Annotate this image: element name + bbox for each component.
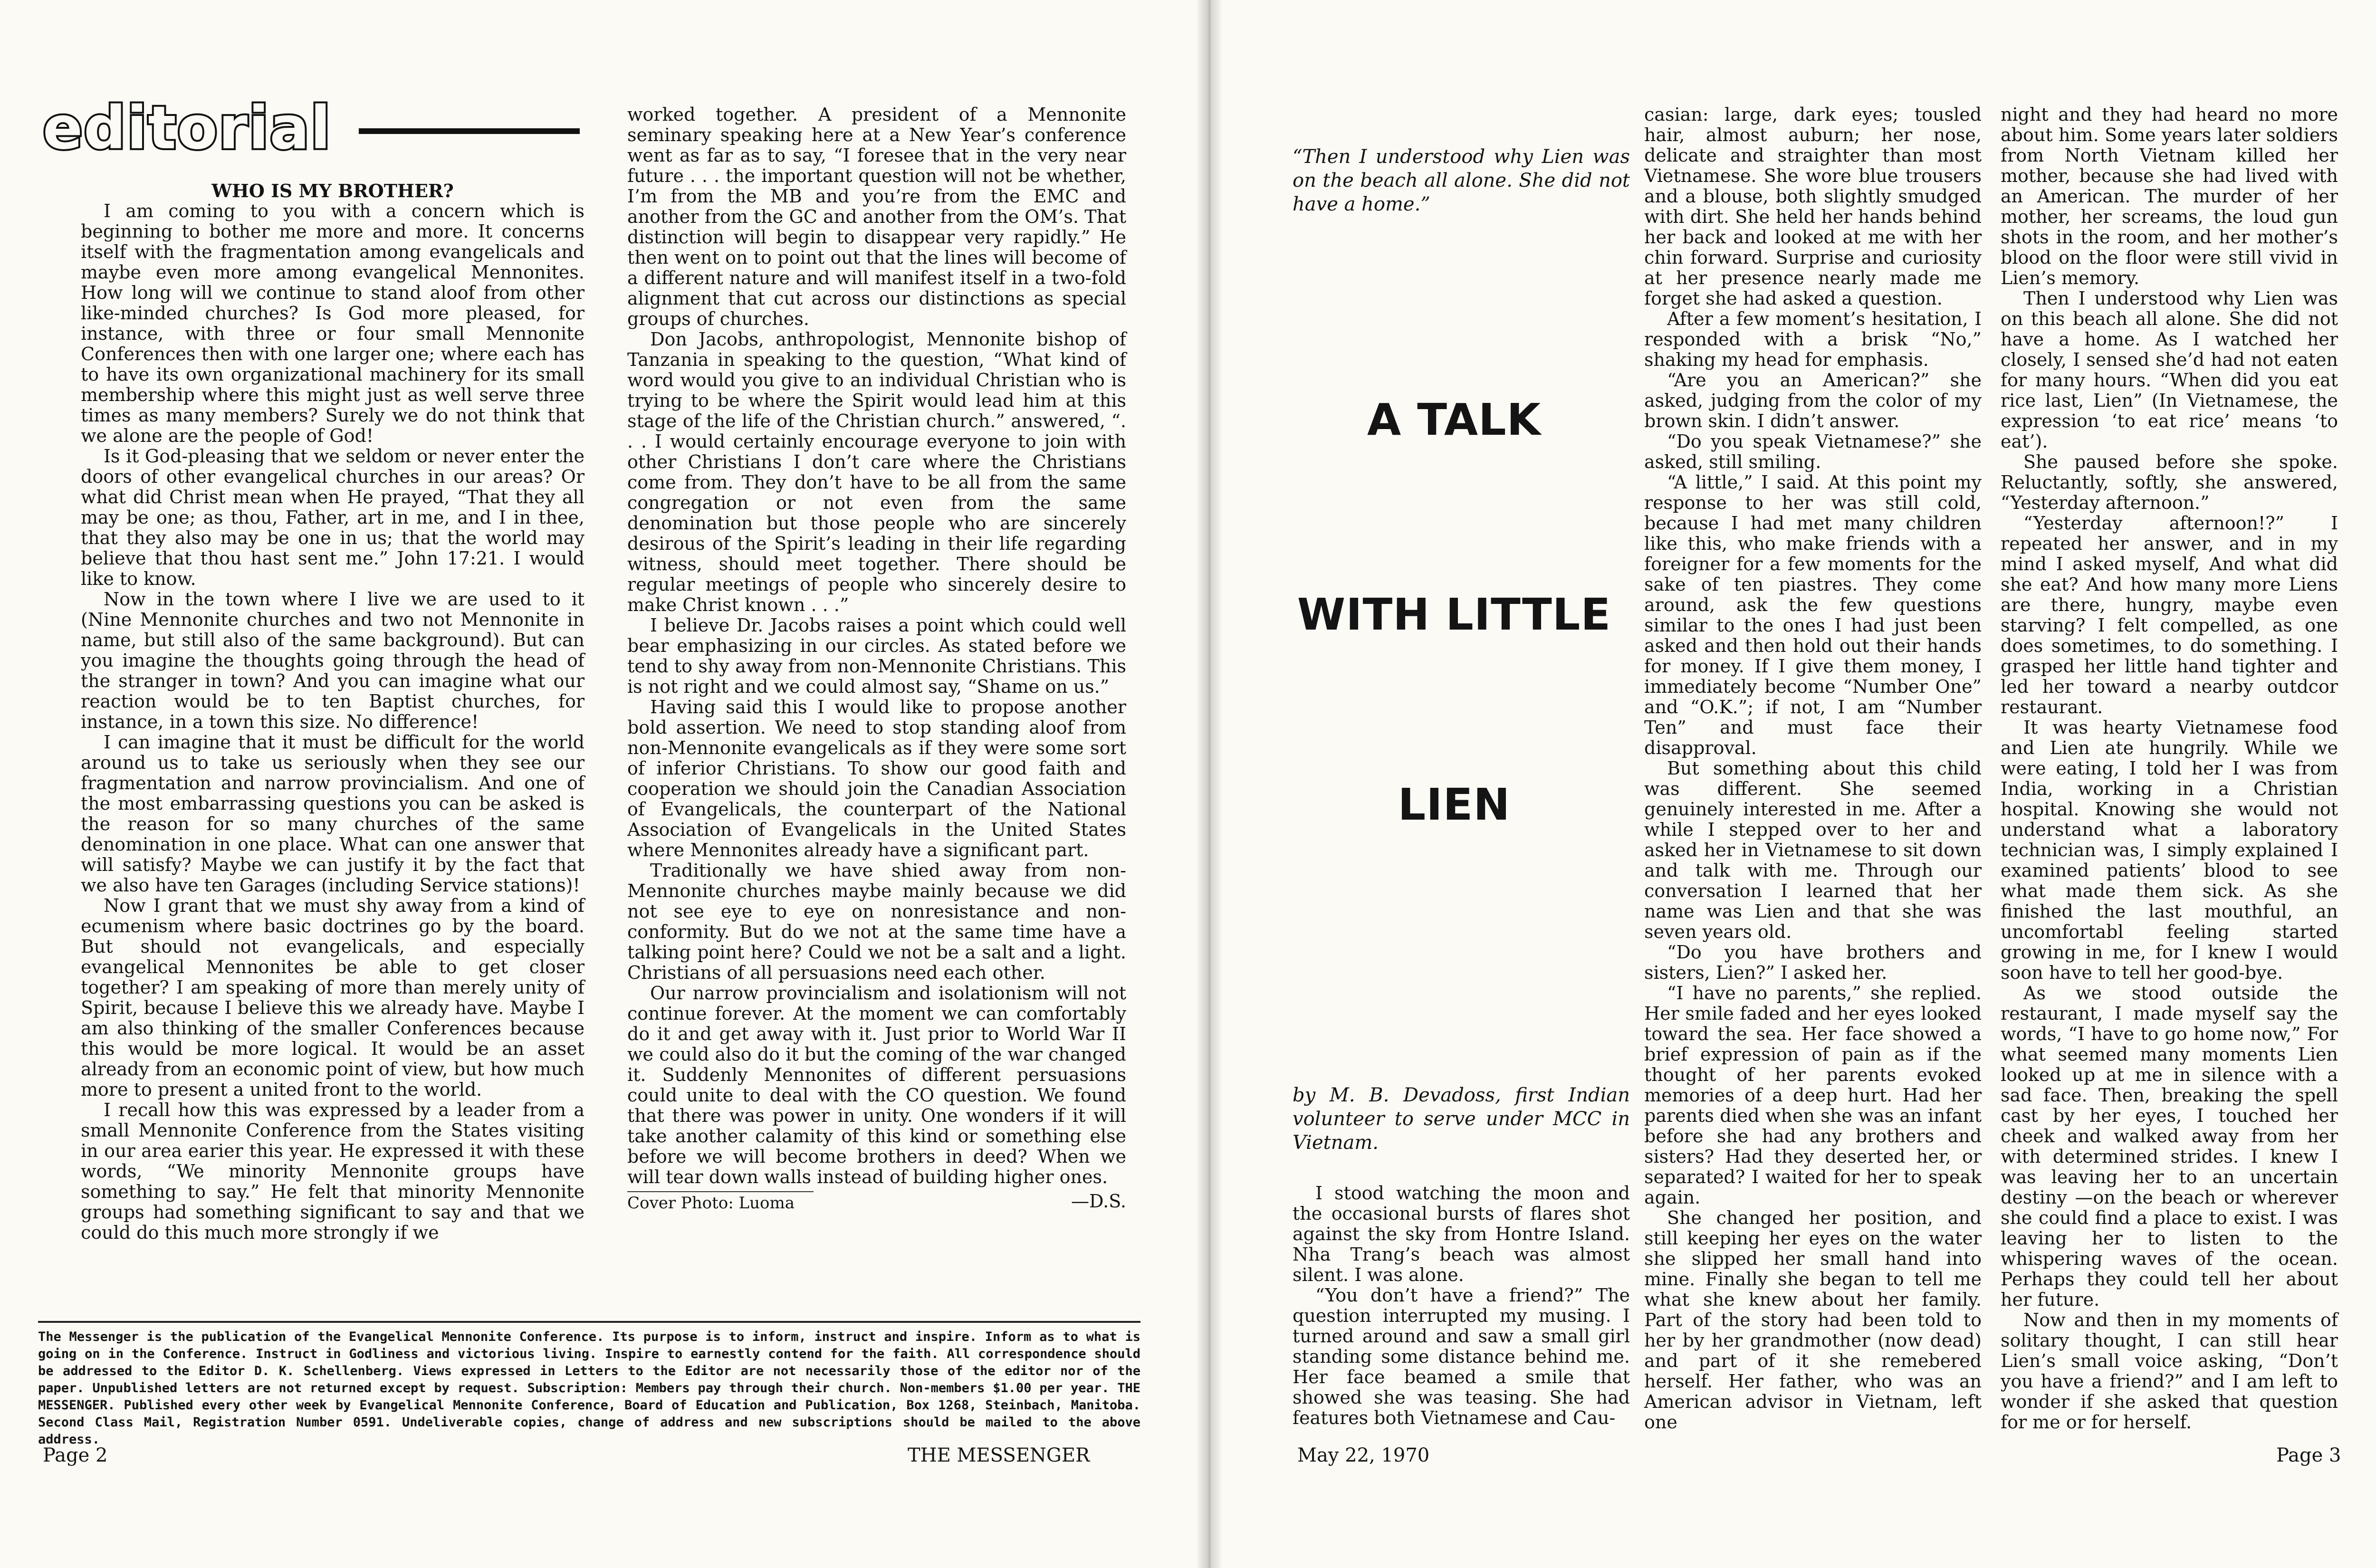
- editorial-paragraph: I believe Dr. Jacobs raises a point which could well bear emphasizing in our circles. As stated before we tend to shy away from non-Mennonite Christians. This is not right and we could almost say, “Shame on us.”: [627, 615, 1126, 697]
- article-paragraph: “Do you speak Vietnamese?” she asked, still smiling.: [1644, 431, 1982, 472]
- headline-line-2: WITH LITTLE: [1297, 589, 1611, 640]
- editorial-paragraph: worked together. A president of a Mennonite seminary speaking here at a New Year’s conference went as far as to say, “I foresee that in the very near future . . . the important question will not be whether, I’m from the MB and you’re from the EMC and another from the GC and another from the OM’s. That distinction will begin to disappear very rapidly.” He then went on to point out that the lines will become of a different nature and will manifest itself in a two-fold alignment that cut across our distinctions as special groups of churches.: [627, 104, 1126, 329]
- editorial-paragraph: I am coming to you with a concern which is beginning to bother me more and more. It concerns itself with the fragmentation among evangelicals and maybe even more among evangelical Mennonites. How long will we continue to stand aloof from other like-minded churches? Is God more pleased, for instance, with three or four small Mennonite Conferences then with one larger one; where each has to have its own organizational machinery for its small membership where this might just as well serve three times as many members? Surely we do not think that we alone are the people of God!: [81, 201, 584, 446]
- page-number-right: Page 3: [2276, 1444, 2341, 1466]
- article-paragraph: casian: large, dark eyes; tousled hair, almost auburn; her nose, delicate and straighter than most Vietnamese. She wore blue trousers and a blouse, both slightly smudged with dirt. She held her hands behind her back and looked at me with her chin forward. Surprise and curiosity at her presence nearly made me forget she had asked a question.: [1644, 104, 1982, 309]
- article-paragraph: “You don’t have a friend?” The question interrupted my musing. I turned around and saw a small girl standing some distance behind me. Her face beamed a smile that showed she was teasing. She had features both Vietnamese and Cau-: [1293, 1285, 1630, 1428]
- book-gutter: [1198, 0, 1221, 1568]
- article-paragraph: She paused before she spoke. Reluctantly, softly, she answered, “Yesterday afternoon.”: [2001, 451, 2338, 513]
- article-byline: by M. B. Devadoss, first Indian volunteer to serve under MCC in Vietnam.: [1293, 1084, 1630, 1154]
- article-paragraph: As we stood outside the restaurant, I made myself say the words, “I have to go home now,” For what seemed many moments Lien looked up at me in silence with a sad face. Then, breaking the spell cast by her eyes, I touched her cheek and walked away from her with determined strides. I knew I was leaving her to an uncertain destiny —on the beach or wherever she could find a place to exist. I was leaving her to listen to the whispering waves of the ocean. Perhaps they could tell her about her future.: [2001, 983, 2338, 1310]
- issue-date: May 22, 1970: [1297, 1444, 1430, 1466]
- editorial-signature: —D.S.: [1071, 1191, 1126, 1212]
- masthead-publication-info: Published every other week by Evangelical Mennonite Conference, Board of Education and Publication, Box 1268, Steinbach, Manitoba. Second Class Mail, Registration Number 0591. Undeliverable copies, change of address and new subscriptions should be mailed to the above address.: [38, 1398, 1140, 1447]
- editorial-column-2: [627, 105, 1126, 1214]
- article-paragraph: “I have no parents,” she replied. Her smile faded and her eyes looked toward the sea. Her face showed a brief expression of pain as if the thought of her parents evoked memories of a deep hurt. Had her parents died when she was an infant before she had any brothers and sisters? Had they deserted her, or separated? I waited for her to speak again.: [1644, 983, 1982, 1208]
- article-column-3: [2001, 105, 2338, 1433]
- article-paragraph: Now and then in my moments of solitary thought, I can still hear Lien’s small voice asking, “Don’t you have a friend?” and I am left to wonder if she asked that question for me or for herself.: [2001, 1310, 2338, 1433]
- masthead-label: THE MESSENGER.: [38, 1381, 1140, 1413]
- article-paragraph: I stood watching the moon and the occasional bursts of flares shot against the sky from Hontre Island. Nha Trang’s beach was almost silent. I was alone.: [1293, 1183, 1630, 1285]
- headline-line-3: LIEN: [1398, 779, 1511, 830]
- editorial-title: editorial: [43, 94, 332, 163]
- editorial-subtitle: WHO IS MY BROTHER?: [211, 180, 454, 201]
- editorial-paragraph: Is it God-pleasing that we seldom or never enter the doors of other evangelical churches in our areas? Or what did Christ mean when He prayed, “That they all may be one; as thou, Father, art in me, and I in thee, that they also may be one in us; that the world may believe that thou hast sent me.” John 17:21. I would like to know.: [81, 446, 584, 589]
- editorial-paragraph: Now I grant that we must shy away from a kind of ecumenism where basic doctrines go by the board. But should not evangelicals, and especially evangelical Mennonites be able to get closer together? I am speaking of more than merely unity of Spirit, because I believe this we already have. Maybe I am also thinking of the smaller Conferences because this would be more logical. It would be an asset already from an economic point of view, but how much more to present a united front to the world.: [81, 895, 584, 1100]
- masthead-purpose: The Messenger is the publication of the Evangelical Mennonite Conference. Its purpose is to inform, instruct and inspire. Inform as to what is going on in the Conference. Instruct in Godliness and victorious living. Inspire to earnestly contend for the faith. All correspondence should be addressed to the Editor D. K. Schellenberg. Views expressed in Letters to the Editor are not necessarily those of the editor nor of the paper. Unpublished letters are not returned except by request. Subscription: Members pay through their church. Non-members $1.00 per year.: [38, 1329, 1140, 1396]
- editorial-signature-row: [627, 1191, 1126, 1214]
- article-paragraph: “A little,” I said. At this point my response to her was still cold, because I had met many children like this, who make friends with a foreigner for a few moments for the sake of ten piastres. They come around, ask the few questions similar to the ones I had just been asked and then hold out their hands for money. If I give them money, I immediately become “Number One” and “O.K.”; if not, I am “Number Ten” and must face their disapproval.: [1644, 472, 1982, 758]
- article-paragraph: She changed her position, and still keeping her eyes on the water she slipped her small hand into mine. Finally she began to tell me what she knew about her family. Part of the story had been told to her by her grandmother (now dead) and part of it she remebered herself. Her father, who was an American advisor in Vietnam, left one: [1644, 1207, 1982, 1433]
- cover-photo-credit: Cover Photo: Luoma: [627, 1191, 814, 1214]
- headline-line-1: A TALK: [1367, 394, 1541, 445]
- article-paragraph: Then I understood why Lien was on this beach all alone. She did not have a home. As I watched her closely, I sensed she’d had not eaten for many hours. “When did you eat rice last, Lien” (In Vietnamese, the expression ‘to eat rice’ means ‘to eat’).: [2001, 288, 2338, 452]
- paper-name-footer: THE MESSENGER: [908, 1444, 1090, 1466]
- editorial-paragraph: Having said this I would like to propose another bold assertion. We need to stop standing aloof from non-Mennonite evangelicals as if they were some sort of inferior Christians. To show our good faith and cooperation we should join the Canadian Association of Evangelicals, the counterpart of the National Association of Evangelicals in the United States where Mennonites already have a significant part.: [627, 697, 1126, 860]
- article-paragraph: “Do you have brothers and sisters, Lien?” I asked her.: [1644, 942, 1982, 983]
- editorial-column-1: [81, 181, 584, 1243]
- editorial-paragraph: Our narrow provincialism and isolationism will not continue forever. At the moment we can comfortably do it and get away with it. Just prior to World War II we could also do it but the coming of the war changed it. Suddenly Mennonites of different persuasions could unite to deal with the CO question. We found that there was power in unity. One wonders if it will take another calamity of this kind or something else before we will become brothers in deed? When we will tear down walls instead of building higher ones.: [627, 983, 1126, 1187]
- page-number-left: Page 2: [43, 1444, 108, 1466]
- editorial-paragraph: I recall how this was expressed by a leader from a small Mennonite Conference from the States visiting in our area earier this year. He expressed it with these words, “We minority Mennonite groups have something to say.” He felt that minority Mennonite groups had something significant to say and that we could do this much more strongly if we: [81, 1100, 584, 1243]
- masthead-box: [38, 1321, 1140, 1448]
- editorial-paragraph: I can imagine that it must be difficult for the world around us to take us seriously when they see our fragmentation and narrow provincialism. And one of the most embarrassing questions you can be asked is the reason for so many churches of the same denomination in one place. What can one answer that will satisfy? Maybe we can justify it by the fact that we also have ten Garages (including Service stations)!: [81, 732, 584, 896]
- editorial-paragraph: Now in the town where I live we are used to it (Nine Mennonite churches and two not Mennonite in name, but still also of the same background). But can you imagine the thoughts going through the head of the stranger in town? And you can imagine what our reaction would be to ten Baptist churches, for instance, in a town this size. No difference!: [81, 589, 584, 732]
- article-column-2: [1644, 105, 1982, 1433]
- article-paragraph: After a few moment’s hesitation, I responded with a brisk “No,” shaking my head for emphasis.: [1644, 308, 1982, 370]
- pull-quote: “Then I understood why Lien was on the beach all alone. She did not have a home.”: [1293, 146, 1630, 215]
- editorial-rule: [359, 128, 580, 134]
- article-paragraph: “Yesterday afternoon!?” I repeated her answer, and in my mind I asked myself, And what did she eat? And how many more Liens are there, hungry, maybe even starving? I felt compelled, as one does sometimes, to do something. I grasped her little hand tighter and led her toward a nearby outdcor restaurant.: [2001, 513, 2338, 717]
- article-paragraph: It was hearty Vietnamese food and Lien ate hungrily. While we were eating, I told her I was from India, working in a Christian hospital. Knowing she would not understand what a laboratory technician was, I simply explained I examined patients’ blood to see what made them sick. As she finished the last mouthful, an uncomfortabl feeling started growing in me, for I knew I would soon have to tell her good-bye.: [2001, 717, 2338, 983]
- article-paragraph: “Are you an American?” she asked, judging from the color of my brown skin. I didn’t answer.: [1644, 370, 1982, 431]
- editorial-paragraph: Don Jacobs, anthropologist, Mennonite bishop of Tanzania in speaking to the question, “What kind of word would you give to an individual Christian who is trying to be where the Spirit would lead him at this stage of the life of the Christian church.” answered, “. . . I would certainly encourage everyone to join with other Christians I don’t care where the Christians come from. They don’t have to be all from the same congregation or not even from the same denomination but those people who are sincerely desirous of the Spirit’s leading in their life regarding witness, should meet together. There should be regular meetings of people who sincerely desire to make Christ known . . .”: [627, 329, 1126, 615]
- editorial-header: [43, 95, 580, 162]
- article-paragraph: night and they had heard no more about him. Some years later soldiers from North Vietnam killed her mother, because she had lived with an American. The murder of her mother, her screams, the loud gun shots in the room, and her mother’s blood on the floor were still vivid in Lien’s memory.: [2001, 104, 2338, 288]
- article-column-1: [1293, 1183, 1630, 1428]
- editorial-paragraph: Traditionally we have shied away from non-Mennonite churches maybe mainly because we did not see eye to eye on nonresistance and non-conformity. But do we not at the same time have a talking point here? Could we not be a salt and a light. Christians of all persuasions need each other.: [627, 860, 1126, 983]
- article-paragraph: But something about this child was different. She seemed genuinely interested in me. After a while I stepped over to her and asked her in Vietnamese to sit down and talk with me. Through our conversation I learned that her name was Lien and that she was seven years old.: [1644, 758, 1982, 942]
